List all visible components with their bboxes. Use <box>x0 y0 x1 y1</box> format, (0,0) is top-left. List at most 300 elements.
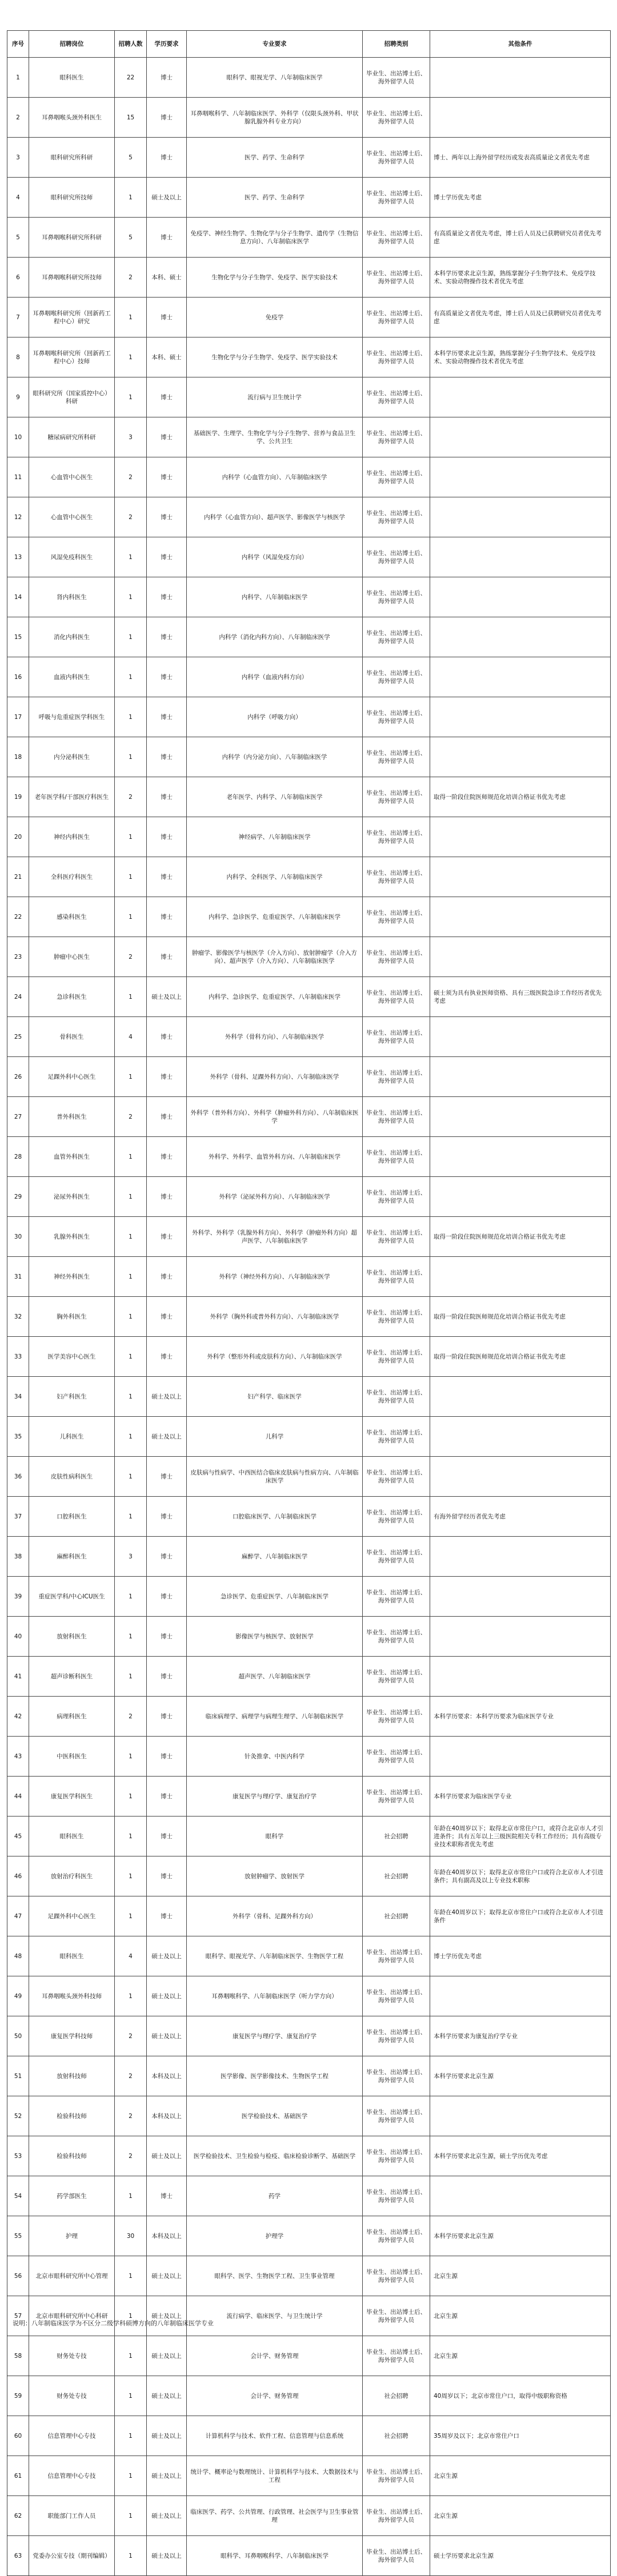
table-header-row <box>7 31 611 58</box>
row-serial: 56 <box>7 2256 29 2296</box>
row-count: 1 <box>115 1817 147 1856</box>
row-category: 毕业生、出站博士后、海外留学人员 <box>363 2456 430 2496</box>
row-other <box>430 817 611 857</box>
row-other <box>430 737 611 777</box>
row-position: 血管外科医生 <box>29 1137 115 1177</box>
row-degree: 博士 <box>147 1137 187 1177</box>
row-position: 普外科医生 <box>29 1097 115 1137</box>
row-degree: 硕士及以上 <box>147 2136 187 2176</box>
row-other <box>430 58 611 98</box>
table-row <box>7 497 611 537</box>
row-major: 耳鼻咽喉科学、八年制临床医学（听力学方向） <box>187 1976 363 2016</box>
row-count: 1 <box>115 1577 147 1617</box>
row-position: 糖尿病研究所科研 <box>29 417 115 457</box>
row-degree: 博士 <box>147 1497 187 1537</box>
row-count: 1 <box>115 857 147 897</box>
row-other: 年龄在40周岁以下；取得北京市常住户口或符合北京市人才引进条件 <box>430 1896 611 1936</box>
row-other <box>430 1257 611 1297</box>
row-major: 超声医学、八年制临床医学 <box>187 1657 363 1697</box>
row-degree: 硕士及以上 <box>147 2456 187 2496</box>
row-serial: 32 <box>7 1297 29 1337</box>
row-count: 1 <box>115 657 147 697</box>
row-major: 外科学（骨科、足踝外科方向） <box>187 1896 363 1936</box>
row-category: 毕业生、出站博士后、海外留学人员 <box>363 417 430 457</box>
row-major: 外科学（神经外科方向）、八年制临床医学 <box>187 1257 363 1297</box>
row-serial: 33 <box>7 1337 29 1377</box>
row-other <box>430 1577 611 1617</box>
header-position: 招聘岗位 <box>29 31 115 58</box>
table-row <box>7 138 611 178</box>
row-serial: 23 <box>7 937 29 977</box>
row-other: 本科学历要求为临床医学专业 <box>430 1777 611 1817</box>
row-serial: 40 <box>7 1617 29 1657</box>
row-major: 急诊医学、危重症医学、八年制临床医学 <box>187 1577 363 1617</box>
row-other <box>430 1017 611 1057</box>
row-serial: 48 <box>7 1936 29 1976</box>
row-other <box>430 1737 611 1777</box>
row-category: 毕业生、出站博士后、海外留学人员 <box>363 817 430 857</box>
row-other <box>430 937 611 977</box>
row-position: 病理科医生 <box>29 1697 115 1737</box>
row-serial: 1 <box>7 58 29 98</box>
row-other: 取得一阶段住院医师规范化培训合格证书优先考虑 <box>430 1337 611 1377</box>
row-serial: 13 <box>7 537 29 577</box>
row-major: 免疫学、神经生物学、生物化学与分子生物学、遗传学（生物信息方向）、八年制临床医学 <box>187 218 363 258</box>
table-row <box>7 897 611 937</box>
row-serial: 58 <box>7 2336 29 2376</box>
row-other: 本科学历要求北京生源，熟练掌握分子生物学技术、免疫学技术、实验动物操作技术者优先考虑 <box>430 258 611 298</box>
row-count: 1 <box>115 1297 147 1337</box>
row-count: 1 <box>115 537 147 577</box>
row-serial: 53 <box>7 2136 29 2176</box>
row-count: 1 <box>115 1617 147 1657</box>
row-category: 毕业生、出站博士后、海外留学人员 <box>363 1497 430 1537</box>
row-category: 毕业生、出站博士后、海外留学人员 <box>363 1297 430 1337</box>
row-count: 1 <box>115 2296 147 2336</box>
row-major: 外科学（泌尿外科方向）、八年制临床医学 <box>187 1177 363 1217</box>
row-other: 40周岁以下；北京市常住户口，取得中级职称资格 <box>430 2376 611 2416</box>
row-degree: 博士 <box>147 817 187 857</box>
row-major: 神经病学、八年制临床医学 <box>187 817 363 857</box>
row-degree: 硕士及以上 <box>147 2536 187 2576</box>
row-major: 会计学、财务管理 <box>187 2376 363 2416</box>
row-position: 胸外科医生 <box>29 1297 115 1337</box>
row-other <box>430 497 611 537</box>
table-row <box>7 2496 611 2536</box>
row-serial: 10 <box>7 417 29 457</box>
row-degree: 博士 <box>147 1577 187 1617</box>
row-count: 4 <box>115 1936 147 1976</box>
row-count: 2 <box>115 2136 147 2176</box>
row-position: 重症医学科/中心ICU医生 <box>29 1577 115 1617</box>
row-major: 统计学、概率论与数理统计、计算机科学与技术、大数据技术与工程 <box>187 2456 363 2496</box>
row-degree: 博士 <box>147 1737 187 1777</box>
row-category: 毕业生、出站博士后、海外留学人员 <box>363 298 430 337</box>
recruitment-table-container <box>7 30 610 2576</box>
row-degree: 博士 <box>147 1217 187 1257</box>
row-position: 党委办公室专技（期刊编辑） <box>29 2536 115 2576</box>
table-row <box>7 1337 611 1377</box>
row-serial: 52 <box>7 2096 29 2136</box>
row-serial: 37 <box>7 1497 29 1537</box>
row-count: 1 <box>115 377 147 417</box>
row-other: 取得一阶段住院医师规范化培训合格证书优先考虑 <box>430 1297 611 1337</box>
row-count: 5 <box>115 138 147 178</box>
row-major: 外科学（胸外科或普外科方向）、八年制临床医学 <box>187 1297 363 1337</box>
row-major: 外科学、外科学、血管外科方向、八年制临床医学 <box>187 1137 363 1177</box>
row-position: 信息管理中心专技 <box>29 2416 115 2456</box>
row-position: 耳鼻咽喉科研究所科研 <box>29 218 115 258</box>
row-serial: 11 <box>7 457 29 497</box>
row-serial: 8 <box>7 337 29 377</box>
row-other <box>430 657 611 697</box>
row-serial: 28 <box>7 1137 29 1177</box>
row-degree: 博士 <box>147 1257 187 1297</box>
row-category: 毕业生、出站博士后、海外留学人员 <box>363 2256 430 2296</box>
row-major: 外科学（整形外科或皮肤科方向）、八年制临床医学 <box>187 1337 363 1377</box>
row-category: 毕业生、出站博士后、海外留学人员 <box>363 1976 430 2016</box>
row-category: 毕业生、出站博士后、海外留学人员 <box>363 737 430 777</box>
row-degree: 博士 <box>147 777 187 817</box>
row-position: 信息管理中心专技 <box>29 2456 115 2496</box>
table-row <box>7 777 611 817</box>
table-row <box>7 537 611 577</box>
row-count: 1 <box>115 1896 147 1936</box>
row-other: 年龄在40周岁以下；取得北京市常住户口，或符合北京市人才引进条件；具有五年以上三级医院相关专科工作经历；具有高级专业技术职称者优先考虑 <box>430 1817 611 1856</box>
row-category: 毕业生、出站博士后、海外留学人员 <box>363 577 430 617</box>
row-position: 神经外科医生 <box>29 1257 115 1297</box>
row-serial: 12 <box>7 497 29 537</box>
row-count: 1 <box>115 1976 147 2016</box>
table-row <box>7 1297 611 1337</box>
row-category: 毕业生、出站博士后、海外留学人员 <box>363 2016 430 2056</box>
table-row <box>7 178 611 218</box>
row-serial: 18 <box>7 737 29 777</box>
row-serial: 34 <box>7 1377 29 1417</box>
row-category: 毕业生、出站博士后、海外留学人员 <box>363 697 430 737</box>
table-row <box>7 2416 611 2456</box>
row-major: 流行病与卫生统计学 <box>187 377 363 417</box>
row-degree: 博士 <box>147 1337 187 1377</box>
row-degree: 博士 <box>147 1777 187 1817</box>
row-other: 有高质量论文者优先考虑，博士后人员及已获聘研究员者优先考虑 <box>430 298 611 337</box>
row-major: 生物化学与分子生物学、免疫学、医学实验技术 <box>187 258 363 298</box>
row-other: 北京生源 <box>430 2456 611 2496</box>
row-major: 放射肿瘤学、放射医学 <box>187 1856 363 1896</box>
row-other: 北京生源 <box>430 2336 611 2376</box>
row-position: 中医科医生 <box>29 1737 115 1777</box>
row-count: 1 <box>115 2376 147 2416</box>
header-serial: 序号 <box>7 31 29 58</box>
row-category: 毕业生、出站博士后、海外留学人员 <box>363 1737 430 1777</box>
row-degree: 本科及以上 <box>147 2056 187 2096</box>
row-category: 毕业生、出站博士后、海外留学人员 <box>363 337 430 377</box>
table-row <box>7 2096 611 2136</box>
row-count: 3 <box>115 1537 147 1577</box>
row-count: 1 <box>115 1737 147 1777</box>
row-degree: 博士 <box>147 377 187 417</box>
row-major: 眼科学、医学、生物医学工程、卫生事业管理 <box>187 2256 363 2296</box>
row-major: 眼科学、眼视光学、八年制临床医学 <box>187 58 363 98</box>
row-count: 1 <box>115 1217 147 1257</box>
row-degree: 本科及以上 <box>147 2096 187 2136</box>
row-major: 老年医学、内科学、八年制临床医学 <box>187 777 363 817</box>
row-other: 硕士学历要求北京生源 <box>430 2536 611 2576</box>
row-other <box>430 1097 611 1137</box>
row-serial: 19 <box>7 777 29 817</box>
table-row <box>7 937 611 977</box>
row-degree: 硕士及以上 <box>147 1417 187 1457</box>
row-major: 医学检验技术、基础医学 <box>187 2096 363 2136</box>
row-position: 全科医疗科医生 <box>29 857 115 897</box>
row-degree: 博士 <box>147 737 187 777</box>
table-row <box>7 1537 611 1577</box>
row-degree: 硕士及以上 <box>147 2336 187 2376</box>
row-position: 放射科技师 <box>29 2056 115 2096</box>
row-count: 1 <box>115 2416 147 2456</box>
row-degree: 博士 <box>147 1457 187 1497</box>
row-count: 30 <box>115 2216 147 2256</box>
row-count: 2 <box>115 1697 147 1737</box>
row-major: 儿科学 <box>187 1417 363 1457</box>
row-other: 35周岁及以下；北京市常住户口 <box>430 2416 611 2456</box>
table-row <box>7 2216 611 2256</box>
row-other <box>430 897 611 937</box>
row-count: 4 <box>115 1017 147 1057</box>
row-position: 康复医学科医生 <box>29 1777 115 1817</box>
row-category: 毕业生、出站博士后、海外留学人员 <box>363 178 430 218</box>
row-category: 毕业生、出站博士后、海外留学人员 <box>363 497 430 537</box>
row-degree: 博士 <box>147 577 187 617</box>
table-row <box>7 337 611 377</box>
row-position: 骨科医生 <box>29 1017 115 1057</box>
row-category: 毕业生、出站博士后、海外留学人员 <box>363 1417 430 1457</box>
row-serial: 46 <box>7 1856 29 1896</box>
row-position: 泌尿外科医生 <box>29 1177 115 1217</box>
row-degree: 本科、硕士 <box>147 258 187 298</box>
row-degree: 硕士及以上 <box>147 2376 187 2416</box>
row-degree: 博士 <box>147 1097 187 1137</box>
row-degree: 博士 <box>147 1817 187 1856</box>
row-count: 1 <box>115 2456 147 2496</box>
table-row <box>7 2336 611 2376</box>
table-row <box>7 1257 611 1297</box>
row-other <box>430 1137 611 1177</box>
row-category: 毕业生、出站博士后、海外留学人员 <box>363 1017 430 1057</box>
row-degree: 博士 <box>147 657 187 697</box>
row-position: 风湿免疫科医生 <box>29 537 115 577</box>
row-position: 医学美容中心医生 <box>29 1337 115 1377</box>
row-other <box>430 1177 611 1217</box>
row-other: 取得一阶段住院医师规范化培训合格证书优先考虑 <box>430 777 611 817</box>
row-category: 毕业生、出站博士后、海外留学人员 <box>363 1257 430 1297</box>
row-position: 肿瘤中心医生 <box>29 937 115 977</box>
row-other <box>430 417 611 457</box>
row-other <box>430 377 611 417</box>
row-other: 取得一阶段住院医师规范化培训合格证书优先考虑 <box>430 1217 611 1257</box>
row-count: 1 <box>115 1057 147 1097</box>
row-count: 2 <box>115 258 147 298</box>
row-other: 本科学历要求北京生源 <box>430 2056 611 2096</box>
row-count: 1 <box>115 897 147 937</box>
row-other <box>430 1457 611 1497</box>
row-position: 超声诊断科医生 <box>29 1657 115 1697</box>
row-category: 毕业生、出站博士后、海外留学人员 <box>363 2056 430 2096</box>
row-degree: 本科、硕士 <box>147 337 187 377</box>
row-degree: 博士 <box>147 98 187 138</box>
row-serial: 57 <box>7 2296 29 2336</box>
row-category: 毕业生、出站博士后、海外留学人员 <box>363 2136 430 2176</box>
row-count: 3 <box>115 417 147 457</box>
row-position: 足踝外科中心医生 <box>29 1896 115 1936</box>
row-degree: 博士 <box>147 218 187 258</box>
row-count: 1 <box>115 1177 147 1217</box>
row-count: 1 <box>115 1497 147 1537</box>
row-category: 毕业生、出站博士后、海外留学人员 <box>363 897 430 937</box>
row-count: 1 <box>115 1257 147 1297</box>
row-position: 财务处专技 <box>29 2376 115 2416</box>
row-major: 康复医学与理疗学、康复治疗学 <box>187 2016 363 2056</box>
row-other: 博士学历优先考虑 <box>430 1936 611 1976</box>
row-position: 乳腺外科医生 <box>29 1217 115 1257</box>
table-row <box>7 1737 611 1777</box>
row-degree: 博士 <box>147 857 187 897</box>
table-row <box>7 2056 611 2096</box>
row-position: 消化内科医生 <box>29 617 115 657</box>
row-count: 1 <box>115 1417 147 1457</box>
table-row <box>7 1856 611 1896</box>
row-serial: 25 <box>7 1017 29 1057</box>
row-other: 有高质量论文者优先考虑，博士后人员及已获聘研究员者优先考虑 <box>430 218 611 258</box>
table-row <box>7 617 611 657</box>
row-other <box>430 857 611 897</box>
row-other <box>430 2096 611 2136</box>
row-category: 毕业生、出站博士后、海外留学人员 <box>363 98 430 138</box>
header-other: 其他条件 <box>430 31 611 58</box>
row-position: 北京市眼科研究所中心科研 <box>29 2296 115 2336</box>
row-major: 临床病理学、病理学与病理生理学、八年制临床医学 <box>187 1697 363 1737</box>
row-serial: 61 <box>7 2456 29 2496</box>
row-serial: 22 <box>7 897 29 937</box>
row-category: 毕业生、出站博士后、海外留学人员 <box>363 617 430 657</box>
table-row <box>7 1896 611 1936</box>
row-position: 耳鼻咽喉头颈外科技师 <box>29 1976 115 2016</box>
row-other: 本科学历要求为康复治疗学专业 <box>430 2016 611 2056</box>
row-major: 医学、药学、生命科学 <box>187 178 363 218</box>
row-degree: 博士 <box>147 617 187 657</box>
row-major: 外科学（骨科、足踝外科方向）、八年制临床医学 <box>187 1057 363 1097</box>
row-major: 药学 <box>187 2176 363 2216</box>
row-position: 检验科技师 <box>29 2136 115 2176</box>
row-position: 财务处专技 <box>29 2336 115 2376</box>
row-position: 心血管中心医生 <box>29 457 115 497</box>
row-position: 足踝外科中心医生 <box>29 1057 115 1097</box>
row-category: 毕业生、出站博士后、海外留学人员 <box>363 377 430 417</box>
row-count: 1 <box>115 2496 147 2536</box>
row-major: 流行病学、临床医学、与卫生统计学 <box>187 2296 363 2336</box>
row-degree: 博士 <box>147 1297 187 1337</box>
row-category: 毕业生、出站博士后、海外留学人员 <box>363 1537 430 1577</box>
table-row <box>7 2376 611 2416</box>
row-category: 毕业生、出站博士后、海外留学人员 <box>363 457 430 497</box>
row-degree: 博士 <box>147 1697 187 1737</box>
row-major: 影像医学与核医学、放射医学 <box>187 1617 363 1657</box>
row-other: 年龄在40周岁以下；取得北京市常住户口或符合北京市人才引进条件；具有副高及以上专业技术职称 <box>430 1856 611 1896</box>
row-count: 1 <box>115 1657 147 1697</box>
row-position: 内分泌科医生 <box>29 737 115 777</box>
row-other: 本科学历要求北京生源，熟练掌握分子生物学技术、免疫学技术、实验动物操作技术者优先考虑 <box>430 337 611 377</box>
row-other: 本科学历要求北京生源 <box>430 2216 611 2256</box>
row-degree: 硕士及以上 <box>147 2496 187 2536</box>
row-position: 放射科医生 <box>29 1617 115 1657</box>
row-degree: 博士 <box>147 1537 187 1577</box>
row-serial: 2 <box>7 98 29 138</box>
table-row <box>7 377 611 417</box>
row-major: 口腔临床医学、八年制临床医学 <box>187 1497 363 1537</box>
row-count: 2 <box>115 2016 147 2056</box>
row-other: 北京生源 <box>430 2296 611 2336</box>
table-row <box>7 1177 611 1217</box>
row-category: 毕业生、出站博士后、海外留学人员 <box>363 1617 430 1657</box>
row-other: 本科学历要求北京生源，硕士学历优先考虑 <box>430 2136 611 2176</box>
row-category: 毕业生、出站博士后、海外留学人员 <box>363 1137 430 1177</box>
row-serial: 59 <box>7 2376 29 2416</box>
table-row <box>7 1657 611 1697</box>
recruitment-table <box>7 30 611 2576</box>
row-degree: 博士 <box>147 298 187 337</box>
row-serial: 51 <box>7 2056 29 2096</box>
row-degree: 硕士及以上 <box>147 977 187 1017</box>
row-count: 2 <box>115 2096 147 2136</box>
row-other: 本科学历要求：本科学历要求为临床医学专业 <box>430 1697 611 1737</box>
row-category: 毕业生、出站博士后、海外留学人员 <box>363 218 430 258</box>
row-position: 口腔科医生 <box>29 1497 115 1537</box>
table-row <box>7 1976 611 2016</box>
row-degree: 硕士及以上 <box>147 1976 187 2016</box>
row-serial: 29 <box>7 1177 29 1217</box>
row-count: 1 <box>115 1777 147 1817</box>
row-other: 北京生源 <box>430 2256 611 2296</box>
row-category: 毕业生、出站博士后、海外留学人员 <box>363 2176 430 2216</box>
row-position: 心血管中心医生 <box>29 497 115 537</box>
row-degree: 博士 <box>147 2176 187 2216</box>
row-category: 社会招聘 <box>363 1856 430 1896</box>
row-major: 妇产科学、临床医学 <box>187 1377 363 1417</box>
row-major: 基础医学、生理学、生物化学与分子生物学、营养与食品卫生学、公共卫生 <box>187 417 363 457</box>
row-serial: 16 <box>7 657 29 697</box>
table-row <box>7 2016 611 2056</box>
row-position: 耳鼻咽喉科研究所技师 <box>29 258 115 298</box>
row-serial: 5 <box>7 218 29 258</box>
row-other <box>430 1537 611 1577</box>
row-major: 内科学（消化内科方向）、八年制临床医学 <box>187 617 363 657</box>
row-count: 1 <box>115 617 147 657</box>
row-other <box>430 1377 611 1417</box>
row-other <box>430 537 611 577</box>
row-category: 毕业生、出站博士后、海外留学人员 <box>363 1217 430 1257</box>
row-serial: 7 <box>7 298 29 337</box>
table-row <box>7 1617 611 1657</box>
row-count: 2 <box>115 497 147 537</box>
row-count: 1 <box>115 1137 147 1177</box>
row-serial: 30 <box>7 1217 29 1257</box>
row-other <box>430 457 611 497</box>
row-serial: 36 <box>7 1457 29 1497</box>
header-degree: 学历要求 <box>147 31 187 58</box>
row-serial: 3 <box>7 138 29 178</box>
row-major: 眼科学、耳鼻咽喉科学、八年制临床医学 <box>187 2536 363 2576</box>
row-serial: 20 <box>7 817 29 857</box>
